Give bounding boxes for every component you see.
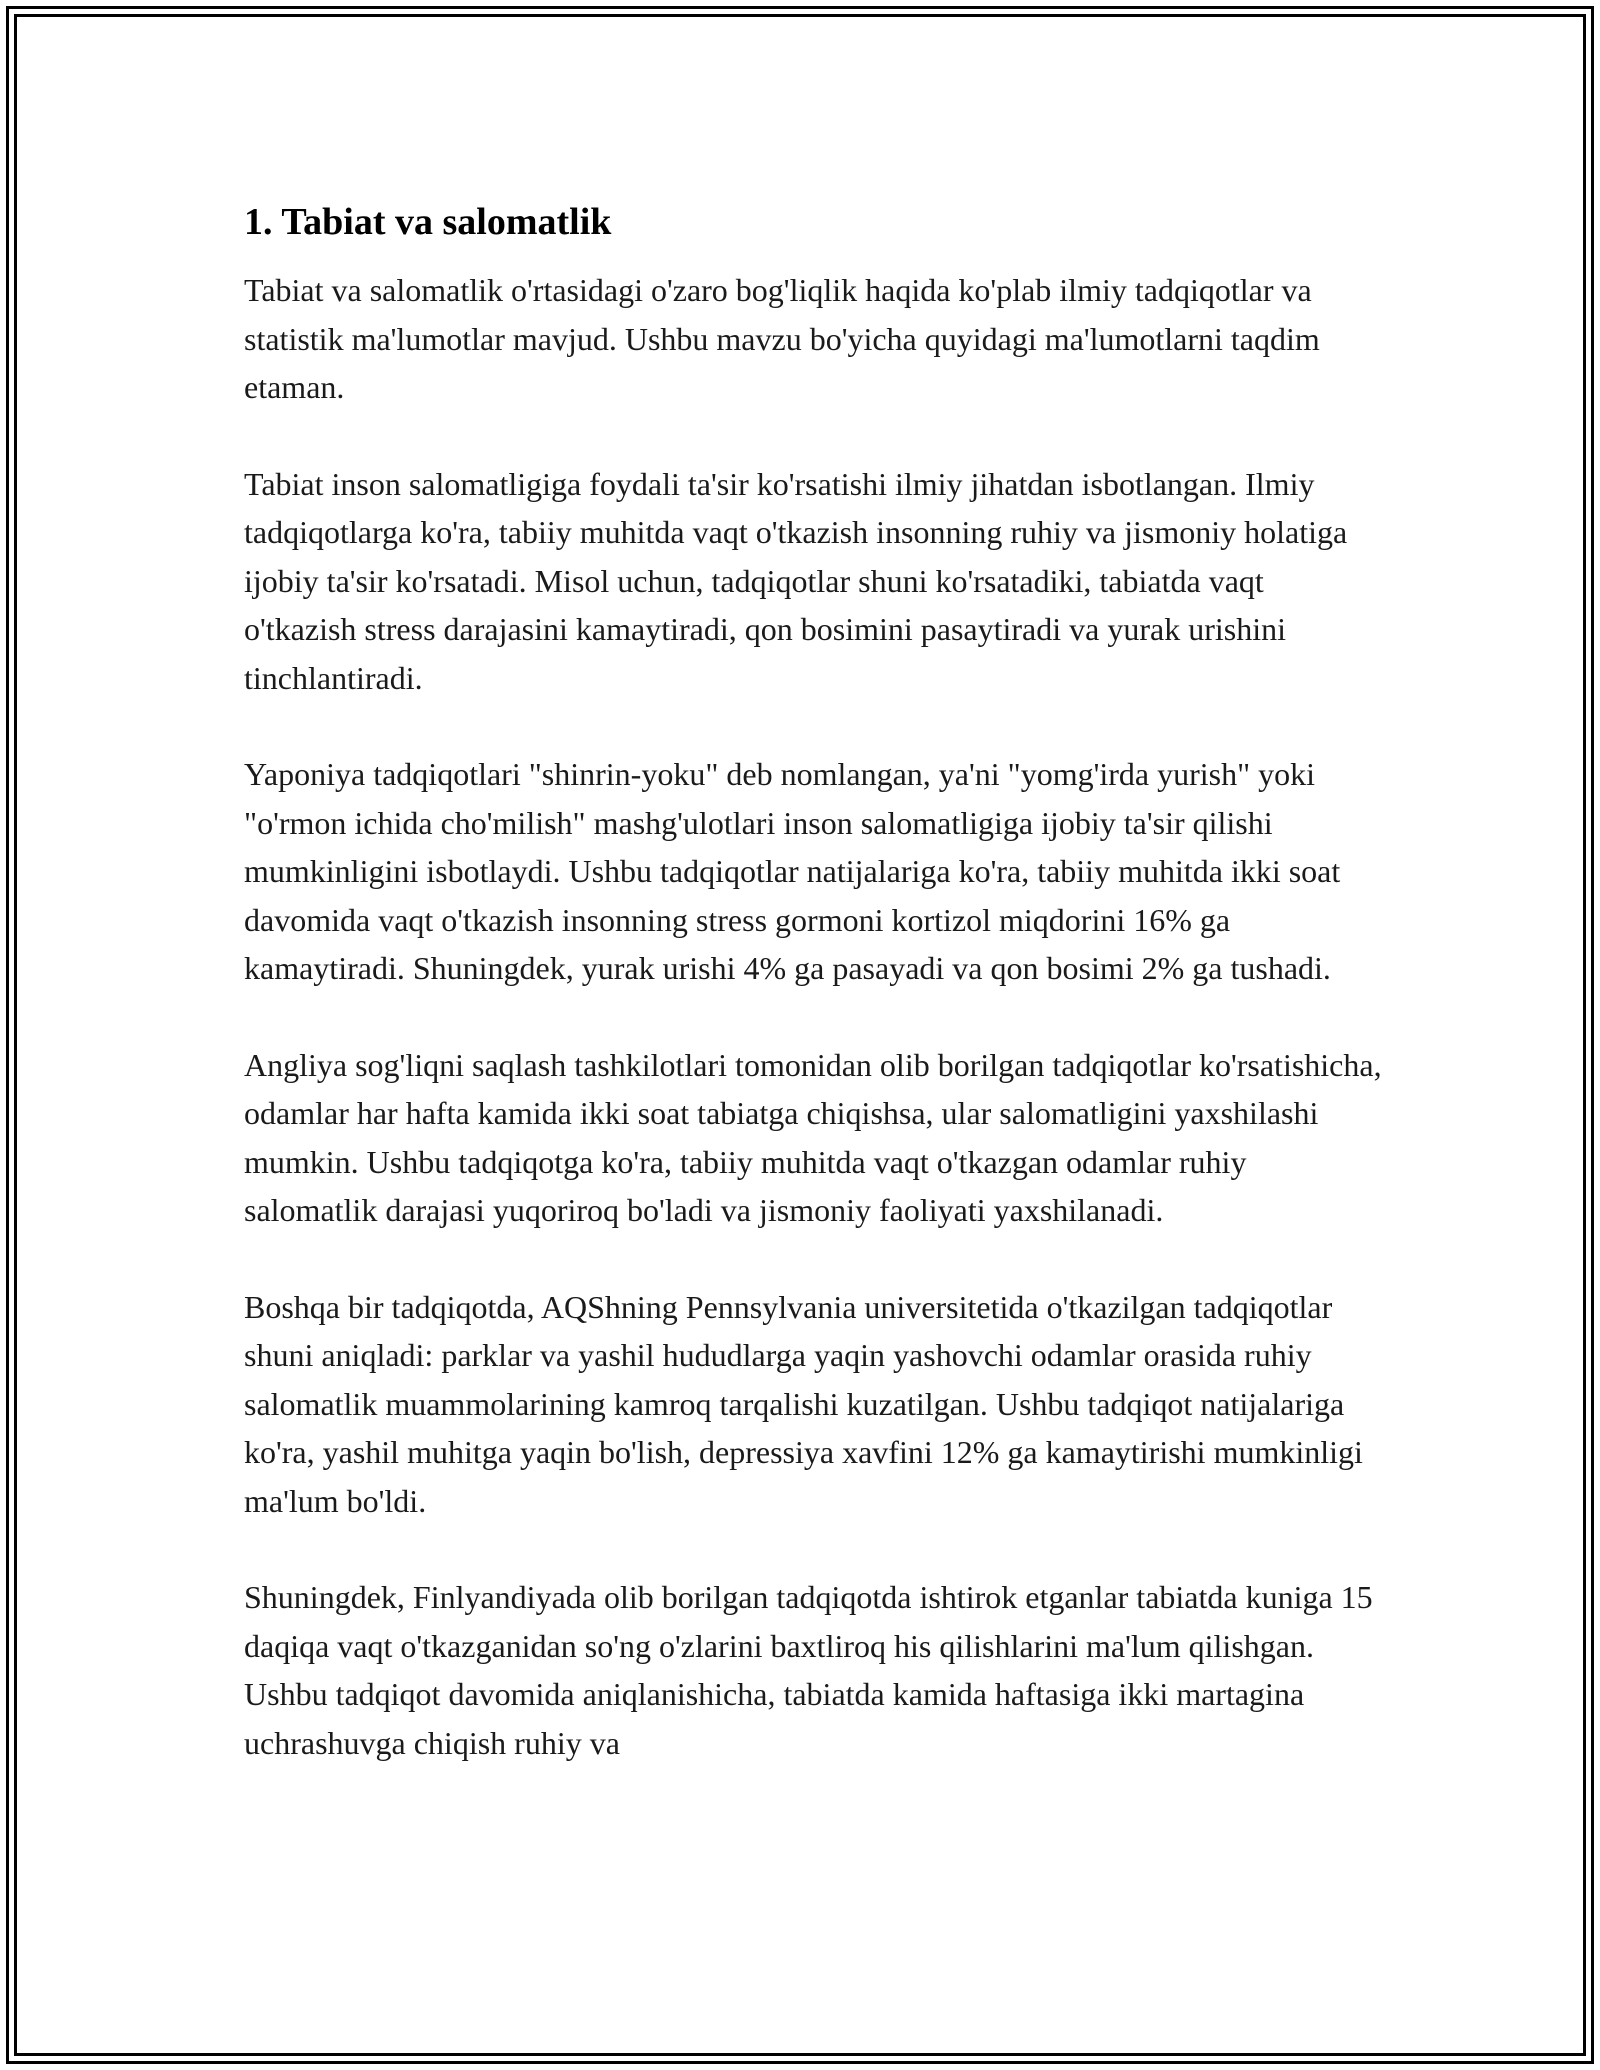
page-border [6,6,1594,2064]
paragraph-intro: Tabiat va salomatlik o'rtasidagi o'zaro bog'liqlik haqida ko'plab ilmiy tadqiqotlar va statistik ma'lumotlar mavjud. Ushbu mavzu bo'yicha quyidagi ma'lumotlarni taqdim etaman. [244,272,1320,405]
paragraph-england-study: Angliya sog'liqni saqlash tashkilotlari tomonidan olib borilgan tadqiqotlar ko'rsatishicha, odamlar har hafta kamida ikki soat tabiatga chiqishsa, ular salomatligini yaxshilashi mumkin. Ushbu tadqiqotga ko'ra, tabiiy muhitda vaqt o'tkazgan odamlar ruhiy salomatlik darajasi yuqoriroq bo'ladi va jismoniy faoliyati yaxshilanadi. [244,1046,1382,1228]
paragraph-finland-study: Shuningdek, Finlyandiyada olib borilgan tadqiqotda ishtirok etganlar tabiatda kuniga 15 daqiqa vaqt o'tkazganidan so'ng o'zlarini baxtliroq his qilishlarini ma'lum qilishgan. Ushbu tadqiqot davomida aniqlanishicha, tabiatda kamida haftasiga ikki martagina uchrashuvga chiqish ruhiy va [244,1579,1373,1761]
paragraph-japan-study: Yaponiya tadqiqotlari "shinrin-yoku" deb nomlangan, ya'ni "yomg'irda yurish" yoki "o'rmon ichida cho'milish" mashg'ulotlari inson salomatligiga ijobiy ta'sir qilishi mumkinligini isbotlaydi. Ushbu tadqiqotlar natijalariga ko'ra, tabiiy muhitda ikki soat davomida vaqt o'tkazish insonning stress gormoni kortizol miqdorini 16% ga kamaytiradi. Shuningdek, yurak urishi 4% ga pasayadi va qon bosimi 2% ga tushadi. [244,756,1341,986]
section-heading: 1. Tabiat va salomatlik [244,201,612,243]
paragraph-nature-benefits: Tabiat inson salomatligiga foydali ta'sir ko'rsatishi ilmiy jihatdan isbotlangan. Ilmiy tadqiqotlarga ko'ra, tabiiy muhitda vaqt o'tkazish insonning ruhiy va jismoniy holatiga ijobiy ta'sir ko'rsatadi. Misol uchun, tadqiqotlar shuni ko'rsatadiki, tabiatda vaqt o'tkazish stress darajasini kamaytiradi, qon bosimini pasaytiradi va yurak urishini tinchlantiradi. [244,465,1348,696]
document-body [244,196,1384,1815]
paragraph-usa-study: Boshqa bir tadqiqotda, AQShning Pennsylvania universitetida o'tkazilgan tadqiqotlar shuni aniqladi: parklar va yashil hududlarga yaqin yashovchi odamlar orasida ruhiy salomatlik muammolarining kamroq tarqalishi kuzatilgan. Ushbu tadqiqot natijalariga ko'ra, yashil muhitga yaqin bo'lish, depressiya xavfini 12% ga kamaytirishi mumkinligi ma'lum bo'ldi. [244,1288,1363,1519]
